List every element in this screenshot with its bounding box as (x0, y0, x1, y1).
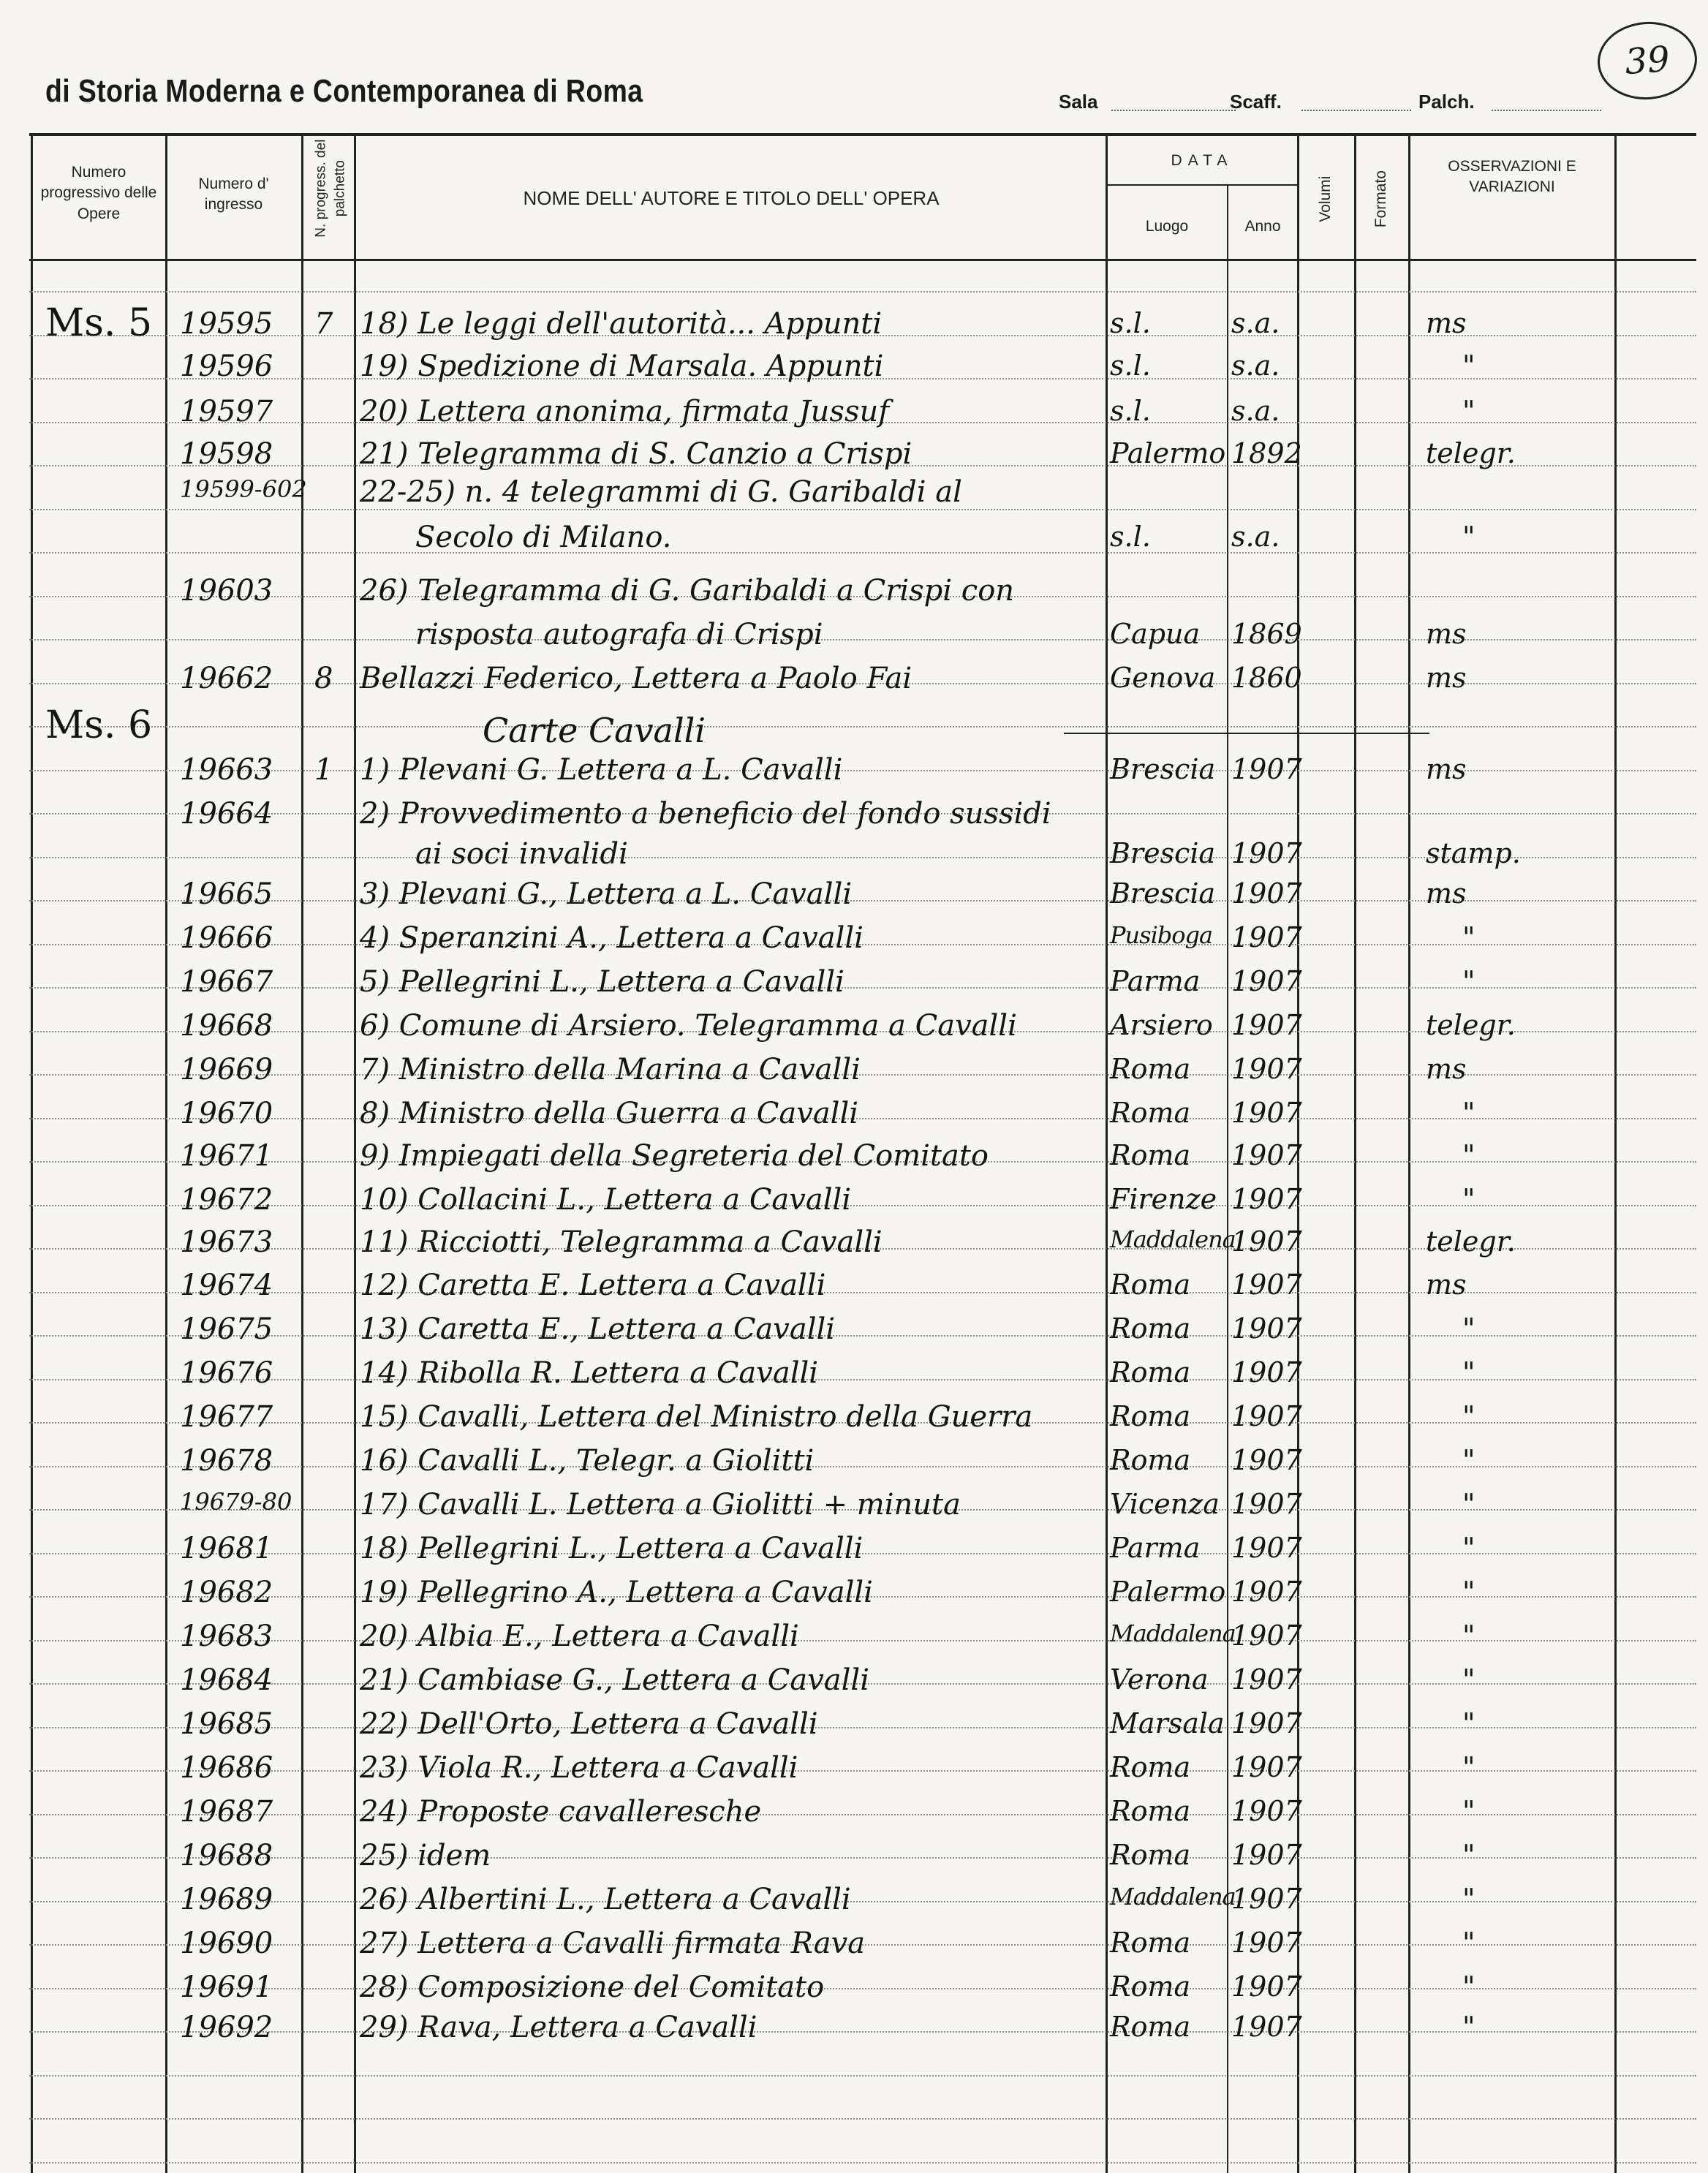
col-border (1408, 133, 1410, 2173)
ruled-line (29, 1901, 1696, 1902)
entry-title: 21) Cambiase G., Lettera a Cavalli (360, 1663, 870, 1697)
entry-observation: " (1462, 1707, 1475, 1739)
entry-year: 1907 (1231, 1139, 1302, 1171)
entry-observation: ms (1426, 618, 1467, 650)
entry-place: Parma (1110, 965, 1201, 997)
entry-number: 19595 (180, 307, 273, 341)
entry-place: s.l. (1110, 395, 1151, 427)
entry-title: ai soci invalidi (415, 837, 628, 871)
entry-title: 19) Pellegrino A., Lettera a Cavalli (360, 1576, 873, 1609)
entry-observation: " (1462, 1183, 1475, 1215)
entry-year: 1907 (1231, 837, 1302, 869)
entry-number: 19672 (180, 1183, 273, 1217)
entry-year: 1907 (1231, 1488, 1302, 1520)
entry-number: 19692 (180, 2011, 273, 2044)
col-header-data: DATA (1171, 152, 1233, 169)
ruled-line (29, 552, 1696, 553)
entry-title: Secolo di Milano. (415, 521, 672, 554)
entry-place: Roma (1110, 1751, 1191, 1783)
col-border (165, 133, 167, 2173)
entry-observation: telegr. (1426, 1009, 1516, 1041)
entry-title: 5) Pellegrini L., Lettera a Cavalli (360, 965, 844, 999)
entry-place: s.l. (1110, 349, 1151, 382)
header-bottom-border (29, 259, 1696, 261)
col-border (354, 133, 356, 2173)
entry-year: 1907 (1231, 1269, 1302, 1301)
entry-title: 13) Caretta E., Lettera a Cavalli (360, 1312, 836, 1346)
entry-title: 9) Impiegati della Segreteria del Comitato (360, 1139, 989, 1173)
entry-number: 19596 (180, 349, 273, 383)
entry-place: Maddalena (1110, 1883, 1236, 1911)
entry-observation: " (1462, 1312, 1475, 1345)
entry-title: 3) Plevani G., Lettera a L. Cavalli (360, 877, 853, 911)
ruled-line (29, 2031, 1696, 2033)
entry-year: s.a. (1231, 521, 1280, 553)
entry-year: 1907 (1231, 1053, 1302, 1085)
entry-year: 1860 (1231, 662, 1302, 694)
col-header-luogo: Luogo (1145, 218, 1189, 235)
entry-title: 4) Speranzini A., Lettera a Cavalli (360, 921, 864, 955)
entry-title: 18) Le leggi dell'autorità... Appunti (360, 307, 883, 341)
entry-title: 29) Rava, Lettera a Cavalli (360, 2011, 757, 2044)
entry-place: Roma (1110, 2011, 1191, 2043)
col-border (1614, 133, 1617, 2173)
entry-place: Brescia (1110, 877, 1216, 910)
shelfmark: Ms. 6 (45, 703, 153, 747)
entry-observation: ms (1426, 1053, 1467, 1085)
entry-year: 1869 (1231, 618, 1302, 650)
entry-year: s.a. (1231, 349, 1280, 382)
entry-number: 19676 (180, 1356, 273, 1390)
palchetto-number: 8 (314, 662, 333, 695)
entry-number: 19673 (180, 1225, 273, 1259)
entry-place: Roma (1110, 1356, 1191, 1388)
entry-title: 14) Ribolla R. Lettera a Cavalli (360, 1356, 819, 1390)
entry-title: 24) Proposte cavalleresche (360, 1795, 762, 1829)
entry-year: 1907 (1231, 877, 1302, 910)
ruled-line (29, 1814, 1696, 1815)
entry-year: 1907 (1231, 1225, 1302, 1258)
entry-year: 1907 (1231, 1620, 1302, 1652)
entry-place: Capua (1110, 618, 1201, 650)
entry-year: 1892 (1231, 437, 1302, 469)
institute-title: di Storia Moderna e Contemporanea di Roma (45, 73, 643, 109)
page-number: 39 (1595, 18, 1699, 102)
entry-title: 15) Cavalli, Lettera del Ministro della Guerra (360, 1400, 1033, 1434)
entry-title: 22) Dell'Orto, Lettera a Cavalli (360, 1707, 818, 1741)
entry-place: Roma (1110, 1269, 1191, 1301)
col-border (1354, 133, 1356, 2173)
entry-observation: " (1462, 1576, 1475, 1608)
col-header-volumi: Volumi (1316, 175, 1334, 222)
palch-label: Palch. (1418, 91, 1475, 113)
entry-place: Vicenza (1110, 1488, 1220, 1520)
entry-number: 19664 (180, 797, 273, 831)
entry-observation: " (1462, 1620, 1475, 1652)
entry-number: 19681 (180, 1532, 273, 1565)
entry-number: 19690 (180, 1927, 273, 1960)
entry-number: 19670 (180, 1097, 273, 1130)
sala-field (1111, 110, 1236, 111)
entry-observation: telegr. (1426, 1225, 1516, 1258)
col-border (1106, 133, 1108, 2173)
entry-title: 11) Ricciotti, Telegramma a Cavalli (360, 1225, 883, 1259)
entry-year: 1907 (1231, 1751, 1302, 1783)
entry-place: Pusiboga (1110, 921, 1213, 949)
entry-observation: " (1462, 1839, 1475, 1871)
data-subheader-border (1106, 184, 1297, 186)
entry-number: 19679-80 (180, 1488, 292, 1516)
entry-observation: telegr. (1426, 437, 1516, 469)
entry-place: s.l. (1110, 521, 1151, 553)
shelfmark: Ms. 5 (45, 301, 153, 345)
entry-number: 19684 (180, 1663, 273, 1697)
entry-number: 19688 (180, 1839, 273, 1872)
col-border (1227, 184, 1228, 2173)
section-heading: Carte Cavalli (483, 711, 706, 750)
table-top-border (29, 133, 1696, 136)
entry-observation: " (1462, 1663, 1475, 1696)
entry-title: 2) Provvedimento a beneficio del fondo sussidi (360, 797, 1051, 831)
entry-place: Roma (1110, 1400, 1191, 1432)
entry-place: Firenze (1110, 1183, 1217, 1215)
entry-observation: ms (1426, 877, 1467, 910)
entry-place: Parma (1110, 1532, 1201, 1564)
entry-year: 1907 (1231, 1312, 1302, 1345)
entry-number: 19683 (180, 1620, 273, 1653)
entry-place: Brescia (1110, 753, 1216, 785)
entry-observation: " (1462, 1097, 1475, 1129)
col-header-anno: Anno (1244, 218, 1281, 235)
entry-year: 1907 (1231, 1097, 1302, 1129)
entry-place: Roma (1110, 1839, 1191, 1871)
entry-year: 1907 (1231, 1883, 1302, 1915)
entry-title: 21) Telegramma di S. Canzio a Crispi (360, 437, 912, 471)
scaff-label: Scaff. (1230, 91, 1282, 113)
col-header-formato: Formato (1372, 170, 1389, 228)
col-header-progress-palchetto: N. progress. del palchetto (313, 139, 347, 238)
entry-place: Roma (1110, 1970, 1191, 2003)
entry-place: Palermo (1110, 1576, 1226, 1608)
entry-year: 1907 (1231, 1532, 1302, 1564)
ruled-line (29, 291, 1696, 292)
entry-number: 19691 (180, 1970, 273, 2004)
ruled-line (29, 1466, 1696, 1467)
entry-number: 19666 (180, 921, 273, 955)
entry-year: 1907 (1231, 1839, 1302, 1871)
entry-number: 19665 (180, 877, 273, 911)
entry-place: Roma (1110, 1097, 1191, 1129)
entry-observation: " (1462, 965, 1475, 997)
entry-observation: " (1462, 521, 1475, 553)
entry-title: 26) Telegramma di G. Garibaldi a Crispi con (360, 574, 1015, 608)
ruled-line (29, 726, 1696, 728)
col-border (301, 133, 303, 2173)
entry-year: 1907 (1231, 2011, 1302, 2043)
ruled-line (29, 1857, 1696, 1859)
entry-title: 18) Pellegrini L., Lettera a Cavalli (360, 1532, 864, 1565)
entry-year: 1907 (1231, 1356, 1302, 1388)
entry-title: 6) Comune di Arsiero. Telegramma a Cavalli (360, 1009, 1017, 1043)
entry-number: 19598 (180, 437, 273, 471)
entry-title: 22-25) n. 4 telegrammi di G. Garibaldi al (360, 475, 962, 509)
entry-observation: ms (1426, 753, 1467, 785)
ruled-line (29, 2162, 1696, 2163)
palchetto-number: 7 (314, 307, 333, 341)
entry-number: 19603 (180, 574, 273, 608)
entry-number: 19689 (180, 1883, 273, 1916)
entry-observation: " (1462, 1883, 1475, 1915)
entry-observation: ms (1426, 1269, 1467, 1301)
col-header-numero-ingresso: Numero d' ingresso (198, 175, 269, 213)
entry-number: 19668 (180, 1009, 273, 1043)
entry-year: 1907 (1231, 965, 1302, 997)
entry-place: Maddalena (1110, 1225, 1236, 1253)
entry-number: 19682 (180, 1576, 273, 1609)
col-header-numero-progressivo: Numero progressivo delle Opere (40, 164, 157, 222)
ruled-line (29, 1335, 1696, 1337)
entry-number: 19675 (180, 1312, 273, 1346)
entry-number: 19677 (180, 1400, 273, 1434)
entry-number: 19669 (180, 1053, 273, 1086)
entry-year: 1907 (1231, 1009, 1302, 1041)
entry-observation: " (1462, 1488, 1475, 1520)
entry-title: 20) Albia E., Lettera a Cavalli (360, 1620, 799, 1653)
entry-year: 1907 (1231, 1183, 1302, 1215)
entry-observation: ms (1426, 662, 1467, 694)
ruled-line (29, 2118, 1696, 2120)
entry-observation: " (1462, 1139, 1475, 1171)
col-header-autore-titolo: NOME DELL' AUTORE E TITOLO DELL' OPERA (523, 187, 940, 209)
ruled-line (29, 1118, 1696, 1119)
entry-title: 27) Lettera a Cavalli firmata Rava (360, 1927, 866, 1960)
entry-number: 19687 (180, 1795, 273, 1829)
entry-title: risposta autografa di Crispi (415, 618, 823, 651)
ruled-line (29, 1379, 1696, 1380)
entry-place: Roma (1110, 1795, 1191, 1827)
entry-year: s.a. (1231, 307, 1280, 339)
entry-title: 16) Cavalli L., Telegr. a Giolitti (360, 1444, 815, 1478)
ruled-line (29, 1640, 1696, 1641)
entry-place: Arsiero (1110, 1009, 1213, 1041)
entry-year: 1907 (1231, 1576, 1302, 1608)
entry-place: Brescia (1110, 837, 1216, 869)
entry-number: 19671 (180, 1139, 273, 1173)
entry-observation: " (1462, 1970, 1475, 2003)
entry-observation: " (1462, 1927, 1475, 1959)
entry-number: 19678 (180, 1444, 273, 1478)
ruled-line (29, 987, 1696, 989)
entry-observation: " (1462, 1356, 1475, 1388)
entry-number: 19599-602 (180, 475, 307, 503)
entry-year: s.a. (1231, 395, 1280, 427)
entry-place: Maddalena (1110, 1620, 1236, 1647)
entry-title: 8) Ministro della Guerra a Cavalli (360, 1097, 859, 1130)
entry-place: s.l. (1110, 307, 1151, 339)
scaff-field (1301, 110, 1411, 111)
entry-number: 19597 (180, 395, 273, 428)
entry-number: 19674 (180, 1269, 273, 1302)
entry-title: 28) Composizione del Comitato (360, 1970, 825, 2004)
entry-year: 1907 (1231, 1400, 1302, 1432)
entry-year: 1907 (1231, 1444, 1302, 1476)
entry-observation: ms (1426, 307, 1467, 339)
entry-title: 25) idem (360, 1839, 491, 1872)
entry-title: Bellazzi Federico, Lettera a Paolo Fai (360, 662, 912, 695)
palchetto-number: 1 (314, 753, 333, 787)
entry-place: Roma (1110, 1312, 1191, 1345)
entry-title: 20) Lettera anonima, firmata Jussuf (360, 395, 890, 428)
entry-year: 1907 (1231, 921, 1302, 953)
entry-title: 19) Spedizione di Marsala. Appunti (360, 349, 884, 383)
col-border (31, 133, 33, 2173)
entry-observation: " (1462, 1532, 1475, 1564)
section-divider (1064, 733, 1429, 734)
entry-place: Palermo (1110, 437, 1226, 469)
ruled-line (29, 1205, 1696, 1206)
entry-number: 19686 (180, 1751, 273, 1785)
entry-title: 1) Plevani G. Lettera a L. Cavalli (360, 753, 843, 787)
entry-observation: " (1462, 1795, 1475, 1827)
entry-title: 17) Cavalli L. Lettera a Giolitti + minuta (360, 1488, 961, 1522)
entry-number: 19663 (180, 753, 273, 787)
entry-year: 1907 (1231, 1795, 1302, 1827)
entry-number: 19667 (180, 965, 273, 999)
sala-label: Sala (1059, 91, 1098, 113)
entry-place: Roma (1110, 1139, 1191, 1171)
col-header-osservazioni: OSSERVAZIONI E VARIAZIONI (1448, 158, 1576, 196)
entry-title: 10) Collacini L., Lettera a Cavalli (360, 1183, 852, 1217)
entry-title: 12) Caretta E. Lettera a Cavalli (360, 1269, 826, 1302)
entry-number: 19685 (180, 1707, 273, 1741)
entry-place: Roma (1110, 1053, 1191, 1085)
ruled-line (29, 2075, 1696, 2076)
entry-place: Roma (1110, 1444, 1191, 1476)
ruled-line (29, 1727, 1696, 1728)
entry-year: 1907 (1231, 1970, 1302, 2003)
entry-title: 7) Ministro della Marina a Cavalli (360, 1053, 861, 1086)
entry-observation: " (1462, 921, 1475, 953)
entry-place: Genova (1110, 662, 1216, 694)
entry-place: Roma (1110, 1927, 1191, 1959)
entry-observation: " (1462, 1751, 1475, 1783)
palch-field (1492, 110, 1601, 111)
entry-observation: " (1462, 1400, 1475, 1432)
entry-place: Verona (1110, 1663, 1209, 1696)
ruled-line (29, 1770, 1696, 1772)
entry-year: 1907 (1231, 1927, 1302, 1959)
entry-observation: " (1462, 1444, 1475, 1476)
entry-year: 1907 (1231, 1663, 1302, 1696)
entry-title: 26) Albertini L., Lettera a Cavalli (360, 1883, 851, 1916)
ruled-line (29, 509, 1696, 510)
entry-observation: " (1462, 349, 1475, 382)
entry-place: Marsala (1110, 1707, 1225, 1739)
entry-number: 19662 (180, 662, 273, 695)
entry-year: 1907 (1231, 753, 1302, 785)
entry-observation: stamp. (1426, 837, 1521, 869)
entry-observation: " (1462, 2011, 1475, 2043)
entry-title: 23) Viola R., Lettera a Cavalli (360, 1751, 798, 1785)
entry-year: 1907 (1231, 1707, 1302, 1739)
entry-observation: " (1462, 395, 1475, 427)
ruled-line (29, 1988, 1696, 1989)
